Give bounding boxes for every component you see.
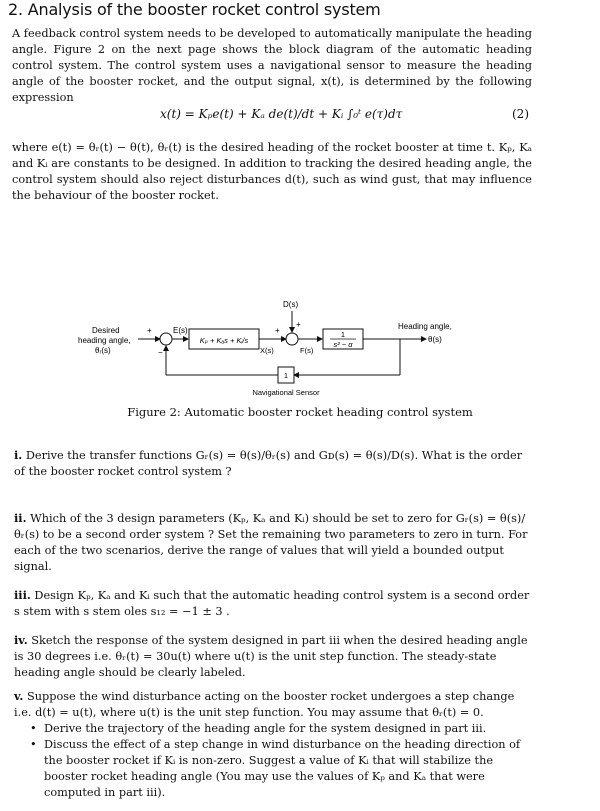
question-iii-text: Design Kₚ, Kₐ and Kᵢ such that the automatic heading control system is a second order s stem with s stem oles s₁₂ = −1 ± 3 . (14, 589, 530, 618)
output-label-2: θ(s) (428, 335, 442, 344)
disturbance-label: D(s) (283, 300, 299, 309)
sign-plus-3: + (275, 326, 280, 335)
f-label: F(s) (300, 346, 314, 355)
bullet-item: • Derive the trajectory of the heading angle for the system designed in part iii. (44, 721, 534, 737)
sensor-label: Navigational Sensor (252, 388, 320, 397)
sign-plus-1: + (147, 326, 152, 335)
question-v-bullets (14, 721, 534, 801)
sign-minus-1: − (158, 348, 163, 357)
summing-junction-2 (286, 333, 298, 345)
block-diagram (60, 295, 540, 400)
equation-2 (0, 97, 600, 137)
equation-number: (2) (512, 107, 529, 121)
sign-plus-2: + (296, 320, 301, 329)
question-v-label: v. (14, 689, 24, 703)
section-title: 2. Analysis of the booster rocket control system (8, 0, 381, 19)
question-i (14, 447, 534, 480)
question-iv-label: iv. (14, 633, 28, 647)
x-label: X(s) (260, 346, 274, 355)
question-iii (14, 587, 534, 620)
question-iii-label: iii. (14, 588, 31, 602)
summing-junction-1 (160, 333, 172, 345)
question-iv (14, 632, 534, 681)
bullet-item: • Discuss the effect of a step change in wind disturbance on the heading direction of the booster rocket if Kᵢ is non-zero. Suggest a value of Kᵢ that will stabilize the booster rocket heading angle (You may use the values of Kₚ and Kₐ that were computed in part iii). (44, 737, 534, 801)
explanation-text: where e(t) = θᵣ(t) − θ(t), θᵣ(t) is the desired heading of the rocket booster at time t. Kₚ, Kₐ and Kᵢ are constants to be designed. In addition to tracking the desired heading angle, the control system should also reject disturbances d(t), such as wind gust, that may influence the behaviour of the booster rocket. (12, 141, 532, 202)
explanation-paragraph (12, 140, 532, 204)
input-label-1: Desired (92, 326, 120, 335)
output-label-1: Heading angle, (398, 322, 452, 331)
question-i-label: i. (14, 448, 23, 462)
question-ii (14, 510, 534, 575)
question-ii-text: Which of the 3 design parameters (Kₚ, Kₐ and Kᵢ) should be set to zero for Gᵣ(s) = θ(s)/θᵣ(s) to be a second order system ? Set the remaining two parameters to zero in turn. For each of the two scenarios, derive the range of values that will yield a bounded output signal. (14, 512, 528, 573)
question-ii-label: ii. (14, 511, 27, 525)
input-label-3: θᵣ(s) (95, 346, 111, 355)
question-i-text: Derive the transfer functions Gᵣ(s) = θ(s)/θᵣ(s) and Gᴅ(s) = θ(s)/D(s). What is the order of the booster rocket control system ? (14, 449, 523, 478)
sensor-gain: 1 (283, 371, 289, 380)
intro-paragraph (12, 26, 532, 106)
intro-text: A feedback control system needs to be developed to automatically manipulate the heading angle. Figure 2 on the next page shows the block diagram of the automatic heading control system. The control system uses a navigational sensor to measure the heading angle of the booster rocket, and the output signal, x(t), is determined by the following expression (12, 27, 532, 104)
input-label-2: heading angle, (78, 336, 131, 345)
error-label: E(s) (173, 326, 188, 335)
figure-caption: Figure 2: Automatic booster rocket heading control system (127, 405, 473, 419)
controller-label: Kₚ + Kₐs + Kᵢ/s (199, 336, 249, 345)
equation-expression: x(t) = Kₚe(t) + Kₐ de(t)/dt + Kᵢ ∫₀ᵗ e(τ)dτ (160, 107, 403, 121)
question-v (14, 688, 534, 801)
question-iv-text: Sketch the response of the system designed in part iii when the desired heading angle is 30 degrees i.e. θᵣ(t) = 30u(t) where u(t) is the unit step function. The steady-state heading angle should be clearly labeled. (14, 634, 528, 679)
plant-denominator: s² − α (333, 340, 353, 349)
question-v-text: Suppose the wind disturbance acting on the booster rocket undergoes a step change i.e. d(t) = u(t), where u(t) is the unit step function. You may assume that θᵣ(t) = 0. (14, 690, 515, 719)
plant-numerator: 1 (340, 330, 346, 339)
